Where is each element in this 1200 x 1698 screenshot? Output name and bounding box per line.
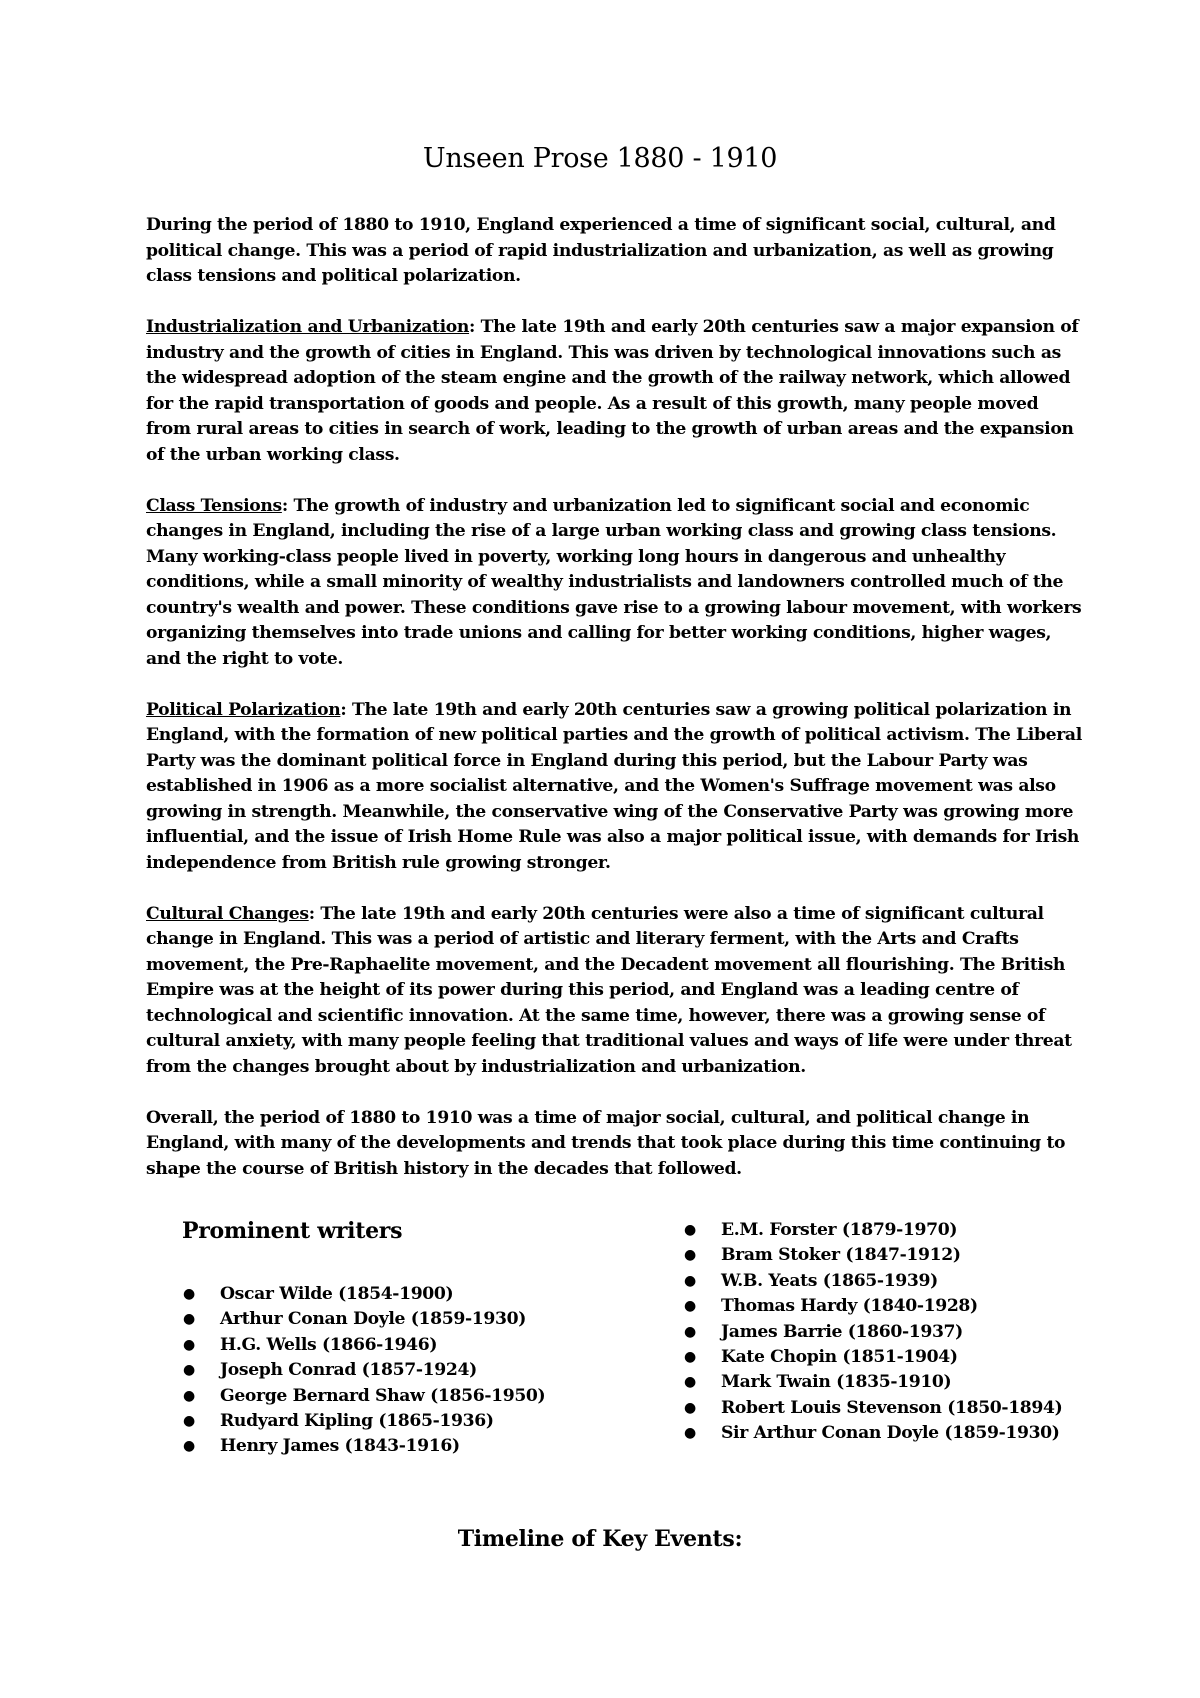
list-item (684, 1294, 1062, 1319)
writer-name: W.B. Yeats (1865-1939) (721, 1270, 938, 1291)
list-item (183, 1282, 545, 1307)
section-heading-political-polarization: Political Polarization (146, 699, 341, 720)
section-heading-cultural-changes: Cultural Changes (146, 903, 309, 924)
bullet-icon: ● (183, 1438, 195, 1455)
list-item (684, 1269, 1062, 1294)
writer-name: Sir Arthur Conan Doyle (1859-1930) (721, 1423, 1060, 1444)
writer-name: Kate Chopin (1851-1904) (721, 1347, 958, 1368)
writer-name: Rudyard Kipling (1865-1936) (220, 1411, 494, 1432)
bullet-icon: ● (684, 1272, 696, 1289)
bullet-icon: ● (183, 1311, 195, 1328)
section-text-industrialization: : The late 19th and early 20th centuries saw a major expansion of industry and the growth of cities in England. This was driven by technological innovations such as the widespread adoption of the steam engine and the growth of the railway network, which allowed for the rapid transportation of goods and people. As a result of this growth, many people moved from rural areas to cities in search of work, leading to the growth of urban areas and the expansion of the urban working class. (146, 317, 1079, 465)
writer-name: James Barrie (1860-1937) (721, 1321, 963, 1342)
intro-paragraph: During the period of 1880 to 1910, England experienced a time of significant social, cultural, and political change. This was a period of rapid industrialization and urbanization, as well as growing class tensions and political polarization. (146, 215, 1056, 286)
bullet-icon: ● (684, 1425, 696, 1442)
writers-list-left (183, 1282, 545, 1460)
list-item (684, 1345, 1062, 1370)
list-item (684, 1421, 1062, 1446)
writer-name: Mark Twain (1835-1910) (721, 1372, 952, 1393)
page-title: Unseen Prose 1880 - 1910 (422, 143, 778, 174)
list-item (684, 1396, 1062, 1421)
writer-name: E.M. Forster (1879-1970) (721, 1220, 958, 1240)
conclusion-paragraph: Overall, the period of 1880 to 1910 was a time of major social, cultural, and political change in England, with many of the developments and trends that took place during this time continuing to shape the course of British history in the decades that followed. (146, 1107, 1066, 1179)
bullet-icon: ● (183, 1387, 195, 1404)
list-item (684, 1243, 1062, 1268)
bullet-icon: ● (183, 1336, 195, 1353)
list-item (183, 1307, 545, 1332)
section-class-tensions (146, 494, 1086, 673)
writer-name: H.G. Wells (1866-1946) (220, 1334, 438, 1355)
writers-heading: Prominent writers (182, 1218, 403, 1244)
list-item (183, 1434, 545, 1459)
list-item (183, 1358, 545, 1383)
bullet-icon: ● (183, 1286, 195, 1302)
writer-name: Arthur Conan Doyle (1859-1930) (220, 1309, 526, 1330)
list-item (183, 1384, 545, 1409)
bullet-icon: ● (684, 1323, 696, 1340)
bullet-icon: ● (684, 1349, 696, 1366)
writer-name: Henry James (1843-1916) (220, 1436, 460, 1457)
section-heading-industrialization: Industrialization and Urbanization (146, 317, 470, 337)
list-item (183, 1333, 545, 1358)
bullet-icon: ● (183, 1362, 195, 1379)
section-text-cultural-changes: : The late 19th and early 20th centuries were also a time of significant cultural change in England. This was a period of artistic and literary ferment, with the Arts and Crafts movement, the Pre-Raphaelite movement, and the Decadent movement all flourishing. The British Empire was at the height of its power during this period, and England was a leading centre of technological and scientific innovation. At the same time, however, there was a growing sense of cultural anxiety, with many people feeling that traditional values and ways of life were under threat from the changes brought about by industrialization and urbanization. (146, 903, 1072, 1077)
bullet-icon: ● (684, 1247, 696, 1264)
section-industrialization (146, 315, 1086, 468)
writer-name: Bram Stoker (1847-1912) (721, 1245, 961, 1266)
list-item (684, 1218, 1062, 1243)
document-body (146, 213, 1086, 1208)
section-cultural-changes (146, 902, 1086, 1081)
section-text-class-tensions: : The growth of industry and urbanization led to significant social and economic changes in England, including the rise of a large urban working class and growing class tensions. Many working-class people lived in poverty, working long hours in dangerous and unhealthy conditions, while a small minority of wealthy industrialists and landowners controlled much of the country's wealth and power. These conditions gave rise to a growing labour movement, with workers organizing themselves into trade unions and calling for better working conditions, higher wages, and the right to vote. (146, 495, 1082, 669)
bullet-icon: ● (684, 1298, 696, 1315)
bullet-icon: ● (684, 1374, 696, 1391)
writer-name: Robert Louis Stevenson (1850-1894) (721, 1397, 1063, 1418)
writer-name: Oscar Wilde (1854-1900) (220, 1284, 454, 1304)
timeline-heading: Timeline of Key Events: (457, 1526, 743, 1552)
section-political-polarization (146, 698, 1086, 877)
writer-name: Thomas Hardy (1840-1928) (721, 1296, 978, 1317)
list-item (183, 1409, 545, 1434)
bullet-icon: ● (684, 1222, 696, 1238)
writers-list-right (684, 1218, 1062, 1447)
section-text-political-polarization: : The late 19th and early 20th centuries saw a growing political polarization in England, with the formation of new political parties and the growth of political activism. The Liberal Party was the dominant political force in England during this period, but the Labour Party was established in 1906 as a more socialist alternative, and the Women's Suffrage movement was also growing in strength. Meanwhile, the conservative wing of the Conservative Party was growing more influential, and the issue of Irish Home Rule was also a major political issue, with demands for Irish independence from British rule growing stronger. (146, 699, 1082, 873)
bullet-icon: ● (684, 1399, 696, 1416)
list-item (684, 1370, 1062, 1395)
list-item (684, 1320, 1062, 1345)
writer-name: George Bernard Shaw (1856-1950) (220, 1385, 546, 1406)
section-heading-class-tensions: Class Tensions (146, 495, 282, 516)
bullet-icon: ● (183, 1413, 195, 1430)
writer-name: Joseph Conrad (1857-1924) (220, 1360, 477, 1381)
